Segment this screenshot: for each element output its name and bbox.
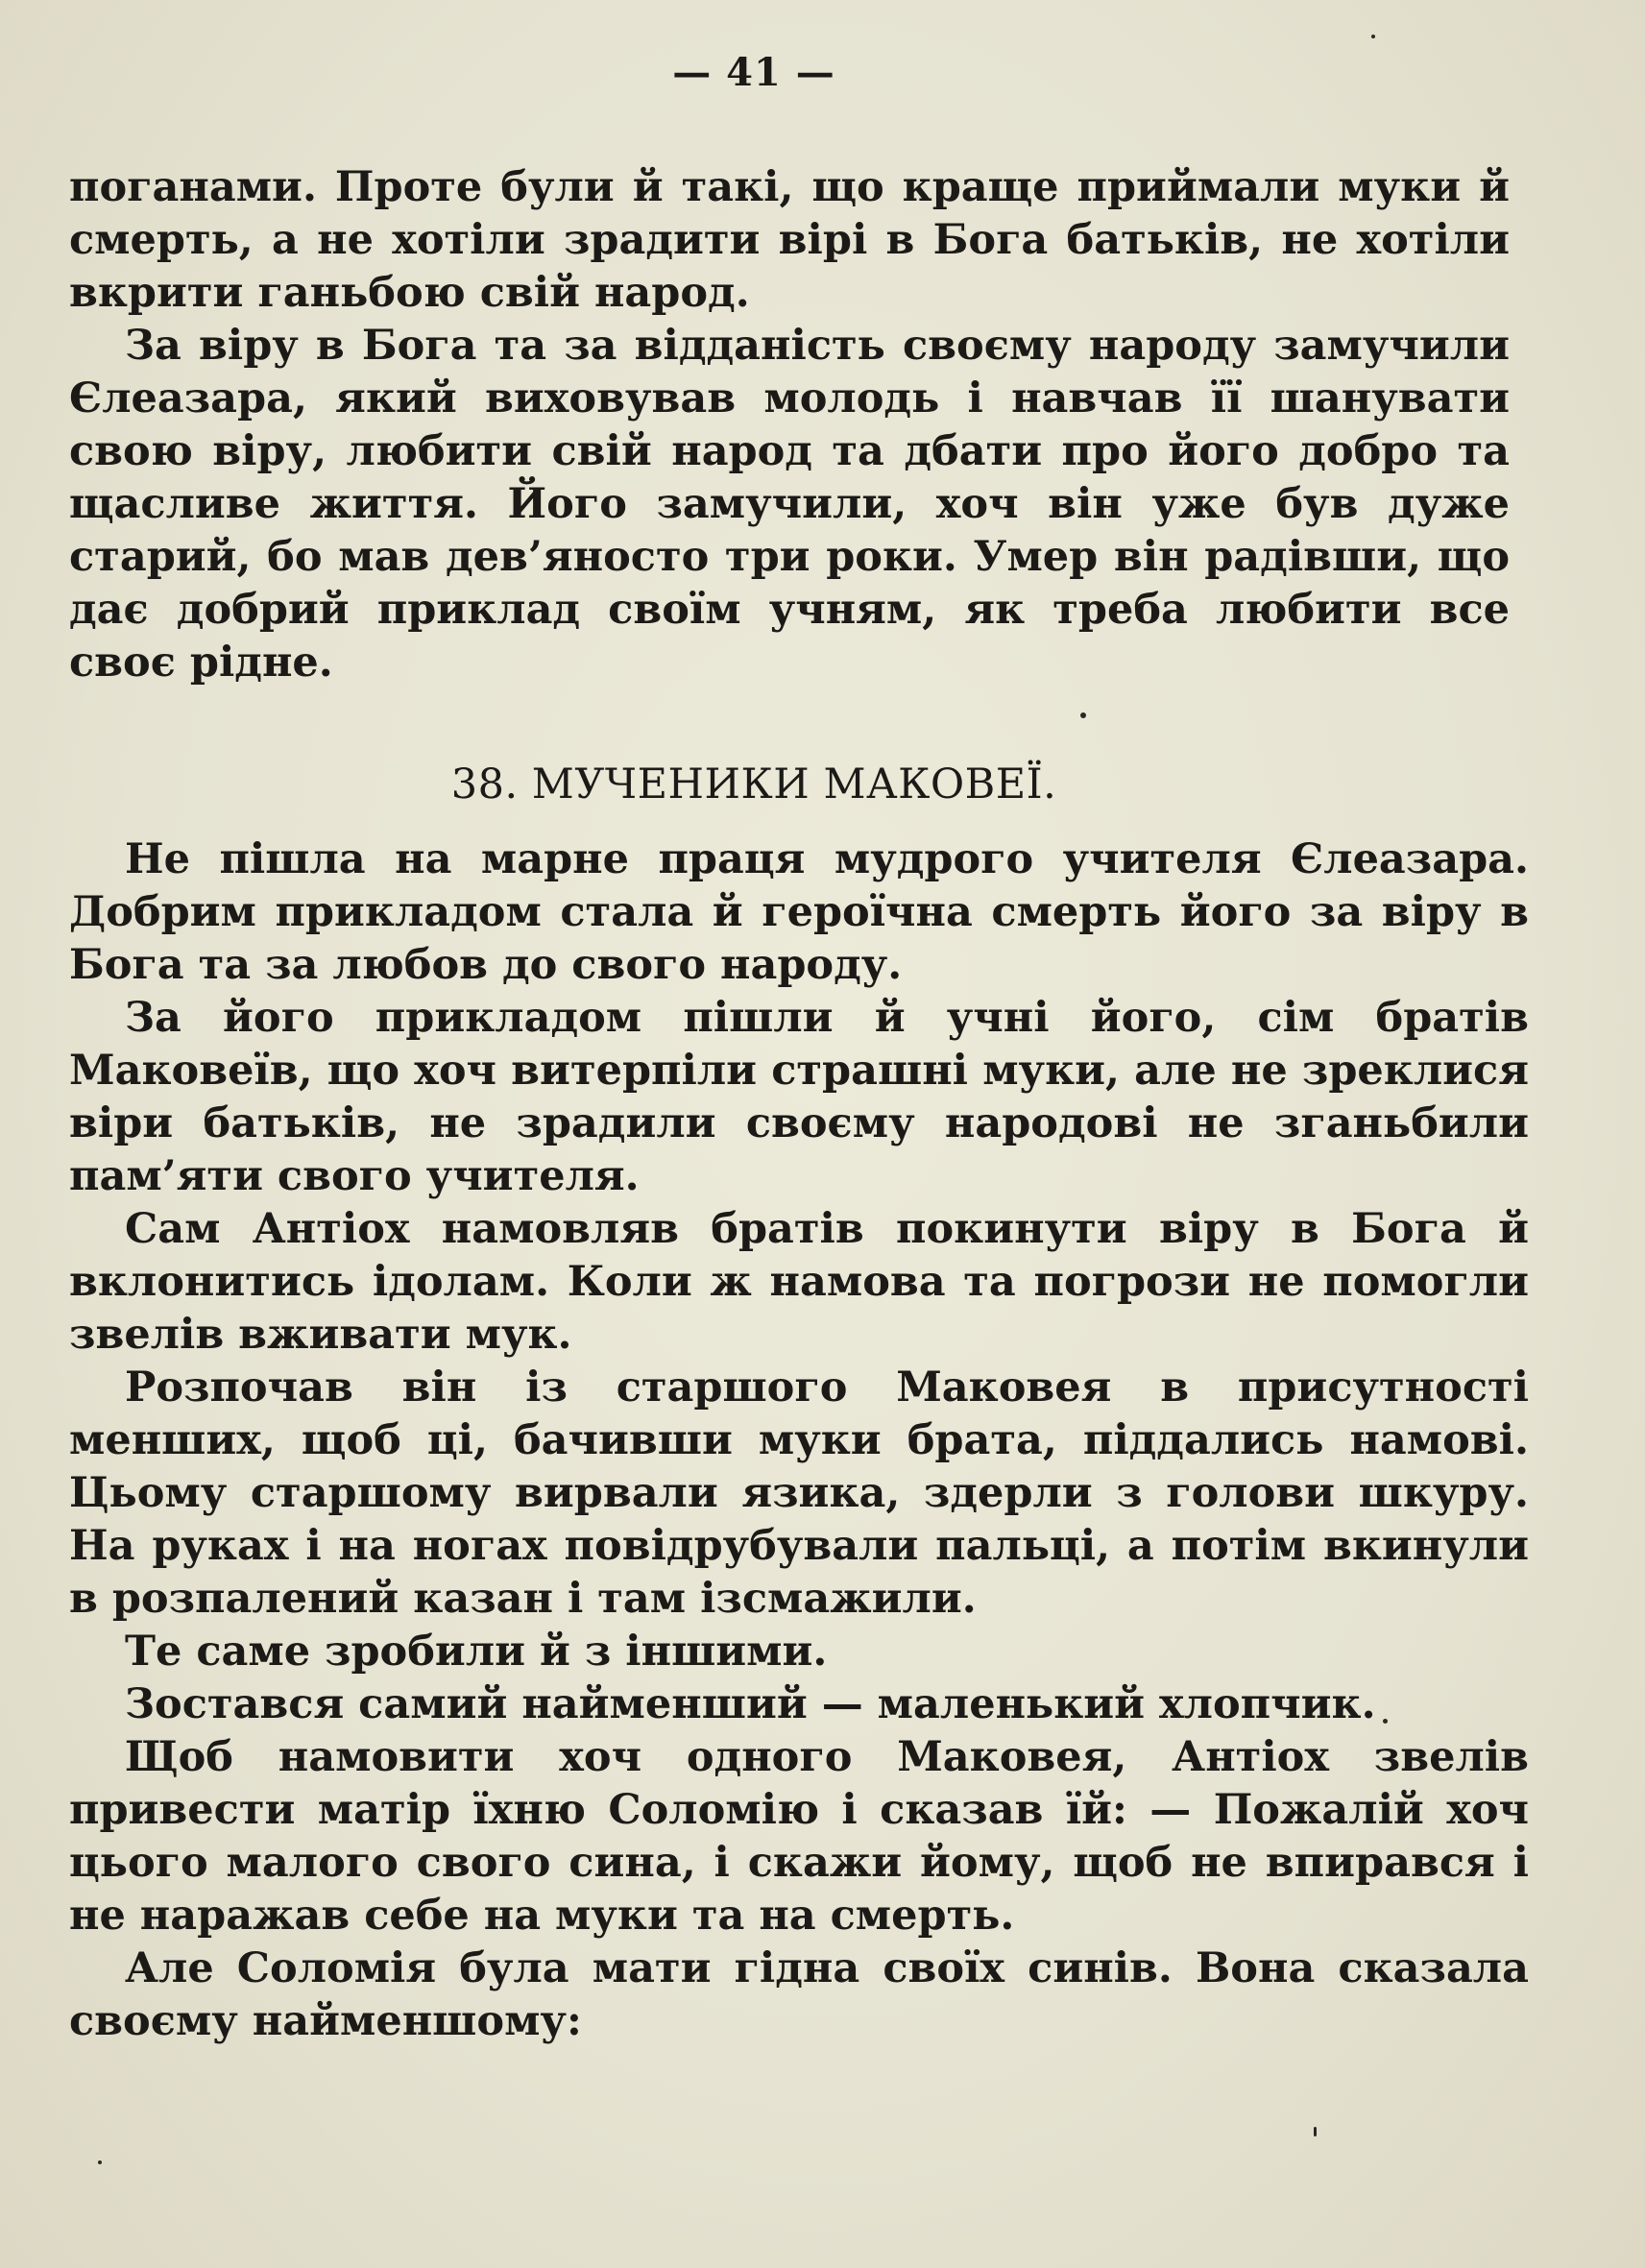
paper-speck <box>1371 35 1375 38</box>
paper-speck <box>1314 2127 1317 2136</box>
paragraph: Щоб намовити хоч одного Маковея, Антіох звелів привести матір їхню Соломію і сказав їй: — Пожалій хоч цього малого свого сина, і скажи йому, щоб не впирався і не наражав себе на муки та на смерть. <box>69 1733 1529 1940</box>
section-heading: 38. МУЧЕНИКИ МАКОВЕЇ. <box>450 760 1057 808</box>
paragraph: Не пішла на марне праця мудрого учителя Єлеазара. Добрим прикладом стала й героїчна смерть його за віру в Бога та за любов до свого народу. <box>69 835 1529 989</box>
paragraph: За віру в Бога та за відданість своєму народу замучили Єлеазара, який виховував молодь і навчав її шанувати свою віру, любити свій народ та дбати про його добро та щасливе життя. Його замучили, хоч він уже був дуже старий, бо мав дев’яносто три роки. Умер він радівши, що дає добрий приклад своїм учням, як треба любити все своє рідне. <box>69 322 1510 687</box>
paragraph: поганами. Проте були й такі, що краще приймали муки й смерть, а не хотіли зрадити вірі в Бога батьків, не хотіли вкрити ганьбою свій народ. <box>69 163 1510 317</box>
paragraph: Сам Антіох намовляв братів покинути віру в Бога й вклонитись ідолам. Коли ж намова та погрози не помогли звелів вживати мук. <box>69 1205 1529 1359</box>
text-block-1 <box>69 161 1510 689</box>
paper-speck <box>1383 1719 1388 1724</box>
paper-speck <box>1080 712 1086 718</box>
paragraph: Те саме зробили й з іншими. <box>125 1628 828 1676</box>
page-number: — 41 — <box>672 50 835 95</box>
paragraph: За його прикладом пішли й учні його, сім братів Маковеїв, що хоч витерпіли страшні муки, але не зреклися віри батьків, не зрадили своєму народові не зганьбили пам’яти свого учителя. <box>69 994 1529 1200</box>
paragraph: Але Соломія була мати гідна своїх синів. Вона сказала своєму найменшому: <box>69 1944 1529 2045</box>
paragraph: Розпочав він із старшого Маковея в присутності менших, щоб ці, бачивши муки брата, піддались намові. Цьому старшому вирвали язика, здерли з голови шкуру. На руках і на ногах повідрубували пальці, а потім вкинули в розпалений казан і там ізсмажили. <box>69 1363 1529 1623</box>
paper-speck <box>98 2160 102 2164</box>
paragraph: Зостався самий найменший — маленький хлопчик. <box>125 1680 1376 1728</box>
text-block-2 <box>69 833 1529 2048</box>
